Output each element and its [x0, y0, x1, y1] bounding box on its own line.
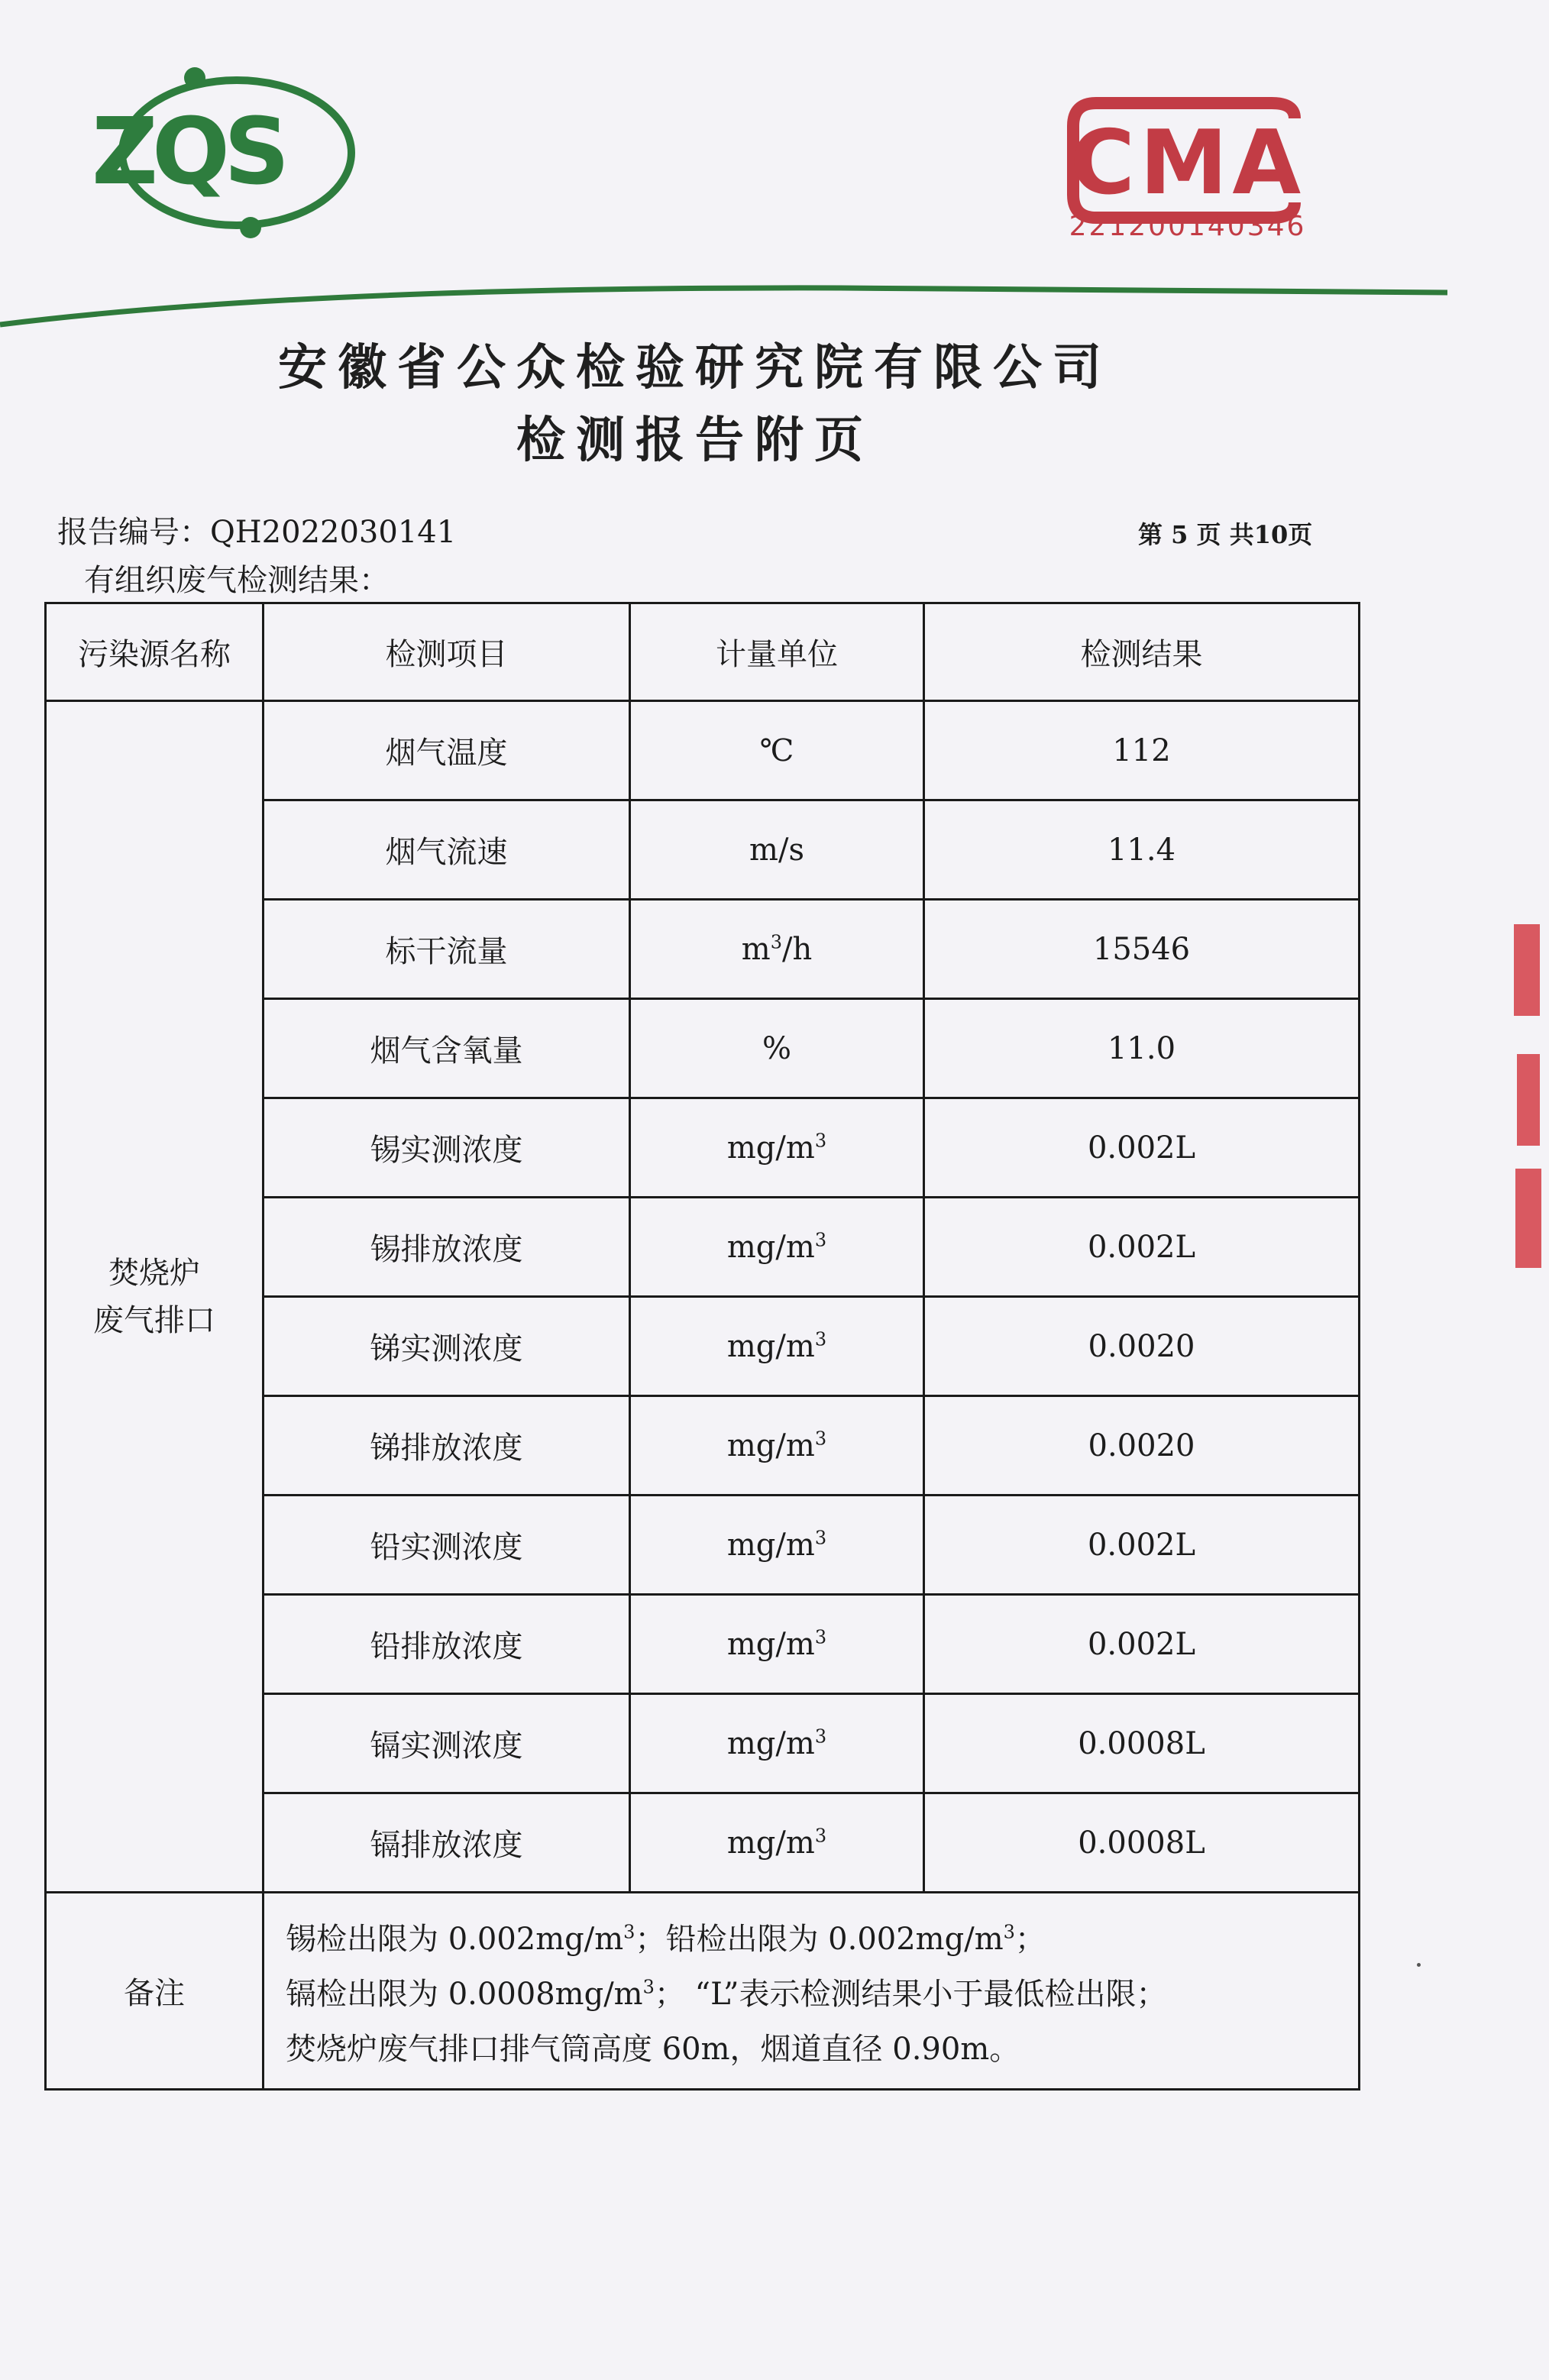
- report-title: 检测报告附页: [516, 412, 874, 469]
- result-cell: 0.002L: [924, 1198, 1360, 1297]
- item-cell: 烟气流速: [264, 800, 630, 900]
- notes-label: 备注: [46, 1893, 264, 2090]
- report-number-value: QH2022030141: [210, 515, 457, 550]
- unit-cell: m/s: [630, 800, 924, 900]
- seal-fragment-icon: [1503, 917, 1549, 1276]
- item-cell: 锡排放浓度: [264, 1198, 630, 1297]
- unit-cell: $m^3/h$: [630, 900, 924, 999]
- header-cell: 污染源名称: [46, 603, 264, 701]
- unit-cell: ℃: [630, 701, 924, 800]
- result-cell: 0.002L: [924, 1595, 1360, 1694]
- notes-row: [46, 1893, 1360, 2090]
- item-cell: 锑排放浓度: [264, 1396, 630, 1496]
- item-cell: 烟气含氧量: [264, 999, 630, 1098]
- report-number: [57, 508, 456, 551]
- unit-cell: $mg/m^3$: [630, 1098, 924, 1198]
- unit-cell: $mg/m^3$: [630, 1198, 924, 1297]
- page-info: 第 5 页 共10页: [1138, 520, 1313, 549]
- result-cell: 11.0: [924, 999, 1360, 1098]
- result-cell: 0.002L: [924, 1496, 1360, 1595]
- unit-cell: $mg/m^3$: [630, 1595, 924, 1694]
- result-cell: 15546: [924, 900, 1360, 999]
- result-cell: 0.0008L: [924, 1694, 1360, 1793]
- cma-number: 221200140346: [1069, 211, 1307, 242]
- unit-cell: %: [630, 999, 924, 1098]
- item-cell: 标干流量: [264, 900, 630, 999]
- zqs-logo: [84, 61, 374, 244]
- header-cell: 检测结果: [924, 603, 1360, 701]
- cma-letters: CMA: [1069, 112, 1306, 215]
- source-name-cell: [46, 701, 264, 1893]
- result-cell: 0.0008L: [924, 1793, 1360, 1893]
- result-cell: 0.002L: [924, 1098, 1360, 1198]
- unit-cell: $mg/m^3$: [630, 1496, 924, 1595]
- result-cell: 11.4: [924, 800, 1360, 900]
- result-cell: 112: [924, 701, 1360, 800]
- notes-line: 镉检出限为 $0.0008mg/m^3$； “L”表示检测结果小于最低检出限；: [286, 1976, 1167, 2012]
- item-cell: 铅排放浓度: [264, 1595, 630, 1694]
- notes-line: 焚烧炉废气排口排气筒高度 60m，烟道直径 0.90m。: [286, 2031, 1020, 2067]
- section-title: 有组织废气检测结果：: [84, 563, 390, 598]
- item-cell: 镉实测浓度: [264, 1694, 630, 1793]
- source-line: 焚烧炉: [108, 1255, 200, 1291]
- item-cell: 镉排放浓度: [264, 1793, 630, 1893]
- logo-letters: ZQS: [92, 99, 284, 205]
- item-cell: 烟气温度: [264, 701, 630, 800]
- item-cell: 锑实测浓度: [264, 1297, 630, 1396]
- result-cell: 0.0020: [924, 1297, 1360, 1396]
- source-line: 废气排口: [93, 1302, 215, 1338]
- item-cell: 锡实测浓度: [264, 1098, 630, 1198]
- result-cell: 0.0020: [924, 1396, 1360, 1496]
- table-header-row: [46, 603, 1360, 701]
- results-table: [44, 602, 1360, 2091]
- company-title: 安徽省公众检验研究院有限公司: [278, 340, 1112, 396]
- unit-cell: $mg/m^3$: [630, 1396, 924, 1496]
- table-row: [46, 701, 1360, 800]
- item-cell: 铅实测浓度: [264, 1496, 630, 1595]
- notes-cell: [264, 1893, 1360, 2090]
- unit-cell: $mg/m^3$: [630, 1694, 924, 1793]
- notes-line: 锡检出限为 $0.002mg/m^3$；铅检出限为 $0.002mg/m^3$；: [286, 1921, 1046, 1957]
- unit-cell: $mg/m^3$: [630, 1793, 924, 1893]
- report-number-label: 报告编号：: [57, 515, 210, 550]
- header-cell: 计量单位: [630, 603, 924, 701]
- header-cell: 检测项目: [264, 603, 630, 701]
- speck: [1417, 1963, 1421, 1967]
- unit-cell: $mg/m^3$: [630, 1297, 924, 1396]
